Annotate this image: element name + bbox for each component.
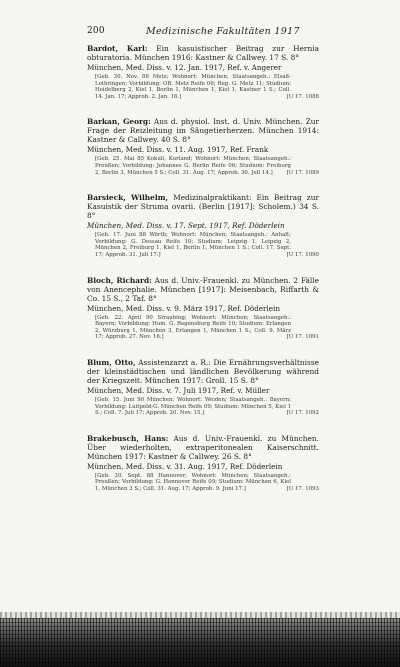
page-header [0, 26, 400, 40]
dissertation-entry [87, 276, 319, 341]
entry-thesis-line: München, Med. Diss. v. 9. März 1917, Ref. Döderlein [87, 303, 280, 313]
entry-citation [87, 434, 319, 461]
dissertation-entry [87, 193, 319, 258]
entry-notes [95, 156, 319, 176]
entry-author: Barsieck, Wilhelm, [87, 193, 169, 203]
dissertation-entry [87, 434, 319, 493]
entry-title: Assistenzarzt a. R.: Die Ernährungsverhältnisse der kleinstädtischen und ländlichen Bevölkerung während der Kriegszeit. München 1917: Groll. 15 S. 8° [87, 357, 319, 385]
entry-thesis-line: München, Med. Diss. v. 7. Juli 1917, Ref. v. Müller [87, 385, 270, 395]
entry-citation [87, 358, 319, 385]
entry-citation [87, 193, 319, 220]
entry-title: Medizinalpraktikant: Ein Beitrag zur Kasuistik der Struma ovarii. (Berlin [1917]: Scholem.) 34 S. 8° [87, 193, 319, 221]
entry-title: Ein kasuistischer Beitrag zur Hernia obturatoria. München 1916: Kastner & Callwey. 17 S. 8° [87, 44, 319, 62]
entry-citation [87, 44, 319, 62]
entry-author: Barkan, Georg: [87, 117, 151, 127]
entry-catalog-number: [U 17. 1092 [286, 410, 319, 417]
entry-notes [95, 315, 319, 341]
dissertation-entry [87, 117, 319, 176]
entry-citation [87, 117, 319, 144]
entry-catalog-number: [U 17. 1093 [286, 485, 319, 492]
entry-notes [95, 74, 319, 100]
entry-author: Blum, Otto, [87, 357, 136, 367]
entry-notes-text: [Geb. 22. April 90 Straubing; Wohnort: München; Staatsangeh.: Bayern; Vorbildung: Hum. G. Regensburg Reife 10; Studium: Erlangen 2, Würzburg 1, München 3, Erlangen 1, München 1 S.; Coll. 9. März 17; Approb. 27. Nov. 16.] [95, 314, 291, 341]
entry-notes-text: [Geb. 15. Juni 90 München; Wohnort: Weiden; Staatsangeh.: Bayern; Vorbildung: Luitpold-G. München Reife 09; Studium: München 5, Kiel 1 S.; Coll. 7. Juli 17; Approb. 20. Nov. 15.] [95, 396, 291, 417]
dissertation-list [87, 44, 319, 492]
entry-notes [95, 473, 319, 493]
dissertation-entry [87, 44, 319, 100]
entry-author: Bloch, Richard: [87, 275, 152, 285]
entry-citation [87, 276, 319, 303]
entry-thesis-line: München, Med. Diss. v. 12. Jan. 1917, Ref. v. Angerer [87, 63, 282, 72]
entry-author: Brakebusch, Hans: [87, 433, 169, 443]
entry-notes-text: [Geb. 30. Sept. 88 Hannover; Wohnort: München; Staatsangeh.: Preußen; Vorbildung: G. Hannover Reife 09; Studium: München 6, Kiel 1, München 3 S.; Coll. 31. Aug. 17; Approb. 9. Juni 17.] [95, 472, 291, 492]
entry-thesis-line: München, Med. Diss. v. 17. Sept. 1917, Ref. Döderlein [87, 221, 285, 231]
entry-thesis-line: München, Med. Diss. v. 31. Aug. 1917, Ref. Döderlein [87, 461, 283, 471]
entry-catalog-number: [U 17. 1089 [286, 169, 319, 176]
entry-title: Aus d. Univ.-Frauenkl. zu München. Über wiederholten, extraperitonealen Kaiserschnitt. München 1917: Kastner & Callwey. 26 S. 8° [87, 433, 319, 461]
entry-catalog-number: [U 17. 1091 [286, 334, 319, 341]
entry-notes-text: [Geb. 30. Nov. 88 Metz; Wohnort: München; Staatsangeh.: Elsaß-Lothringen; Vorbildung: OR. Metz Reife 06; Reg. G. Metz 11; Studium: Heidelberg 2, Kiel 1, Berlin 1, München 1, Kiel 1, Kastner 1 S.; Coll. 14. Jan. 17; Approb. 2. Jan. 16.] [95, 74, 291, 100]
dissertation-entry [87, 358, 319, 417]
entry-catalog-number: [U 17. 1088 [286, 93, 319, 100]
entry-title: Aus d. Univ.-Frauenkl. zu München. 2 Fälle von Anencephalie. München [1917]: Meisenbach, Riffarth & Co. 15 S., 2 Taf. 8° [87, 275, 319, 303]
entry-title: Aus d. physiol. Inst. d. Univ. München. Zur Frage der Reizleitung im Säugetierherzen. München 1914: Kastner & Callwey. 40 S. 8° [87, 117, 319, 145]
entry-notes [95, 397, 319, 417]
entry-catalog-number: [U 17. 1090 [286, 251, 319, 258]
entry-notes-text: [Geb. 17. Juni 88 Wörth; Wohnort: München; Staatsangeh.: Anhalt; Vorbildung: G. Dessau Reife 10; Studium: Leipzig 1, Leipzig 2, München 2, Freiburg 1, Kiel 1, Berlin 1, München 1 S.; Coll. 17. Sept. 17; Approb. 31. Juli 17.] [95, 232, 291, 258]
scan-dark-margin [0, 618, 400, 667]
page-number: 200 [87, 26, 105, 36]
entry-thesis-line: München, Med. Diss. v. 11. Aug. 1917, Ref. Frank [87, 145, 269, 155]
running-head: Medizinische Fakultäten 1917 [146, 26, 300, 37]
entry-notes-text: [Geb. 25. Mai 85 Kokuli, Kurland; Wohnort: München; Staatsangeh.: Preußen; Vorbildung: Johannes G. Berlin Reife 06; Studium: Freiburg 2, Berlin 3, München 5 S.; Coll. 31. Aug. 17; Approb. 30. Juli 14.] [95, 156, 291, 176]
entry-notes [95, 232, 319, 258]
entry-author: Bardot, Karl: [87, 44, 148, 53]
